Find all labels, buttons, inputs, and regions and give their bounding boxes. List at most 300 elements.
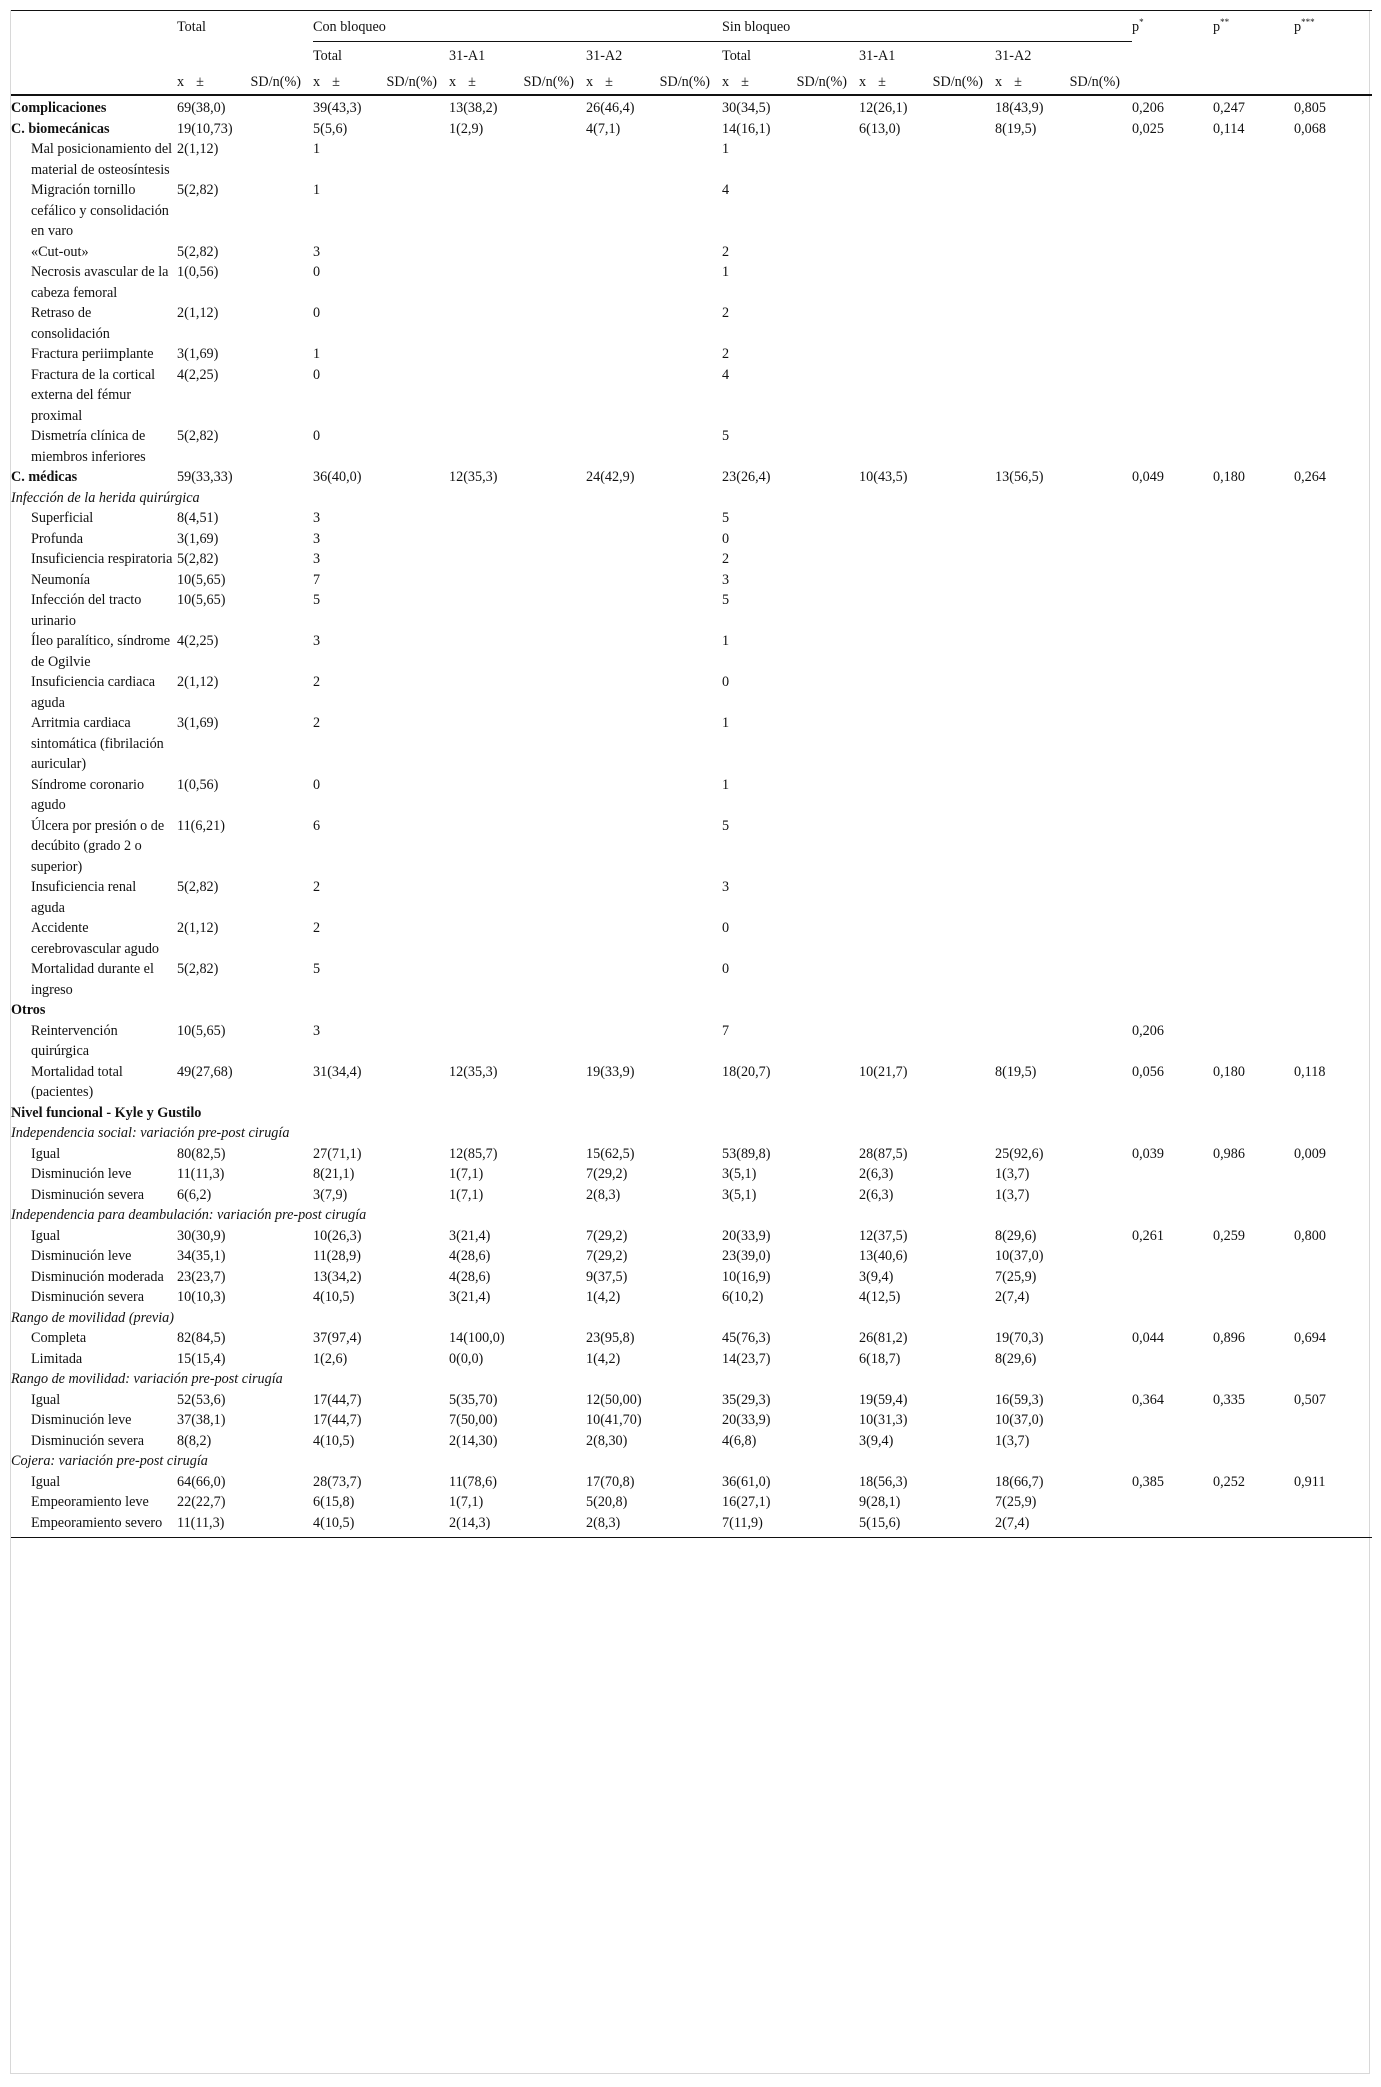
stat-sd: SD/n(%) xyxy=(523,74,574,90)
cell-con-a1 xyxy=(449,180,586,242)
cell-con-a2 xyxy=(586,918,722,959)
cell-p2 xyxy=(1213,1185,1294,1206)
cell-con-total: 2 xyxy=(313,674,321,690)
cell-p3 xyxy=(1294,1492,1372,1513)
stat-label-group xyxy=(177,72,309,93)
cell-con-a1: 3(21,4) xyxy=(449,1289,491,1305)
cell-con-total: 3 xyxy=(313,530,321,547)
cell-p2 xyxy=(1213,365,1294,427)
cell-p3: 0,694 xyxy=(1294,1330,1326,1346)
row-label: Rango de movilidad (previa) xyxy=(11,1309,174,1326)
header-total: Total xyxy=(177,11,313,42)
stat-x: x xyxy=(177,74,185,90)
row-label: Migración tornillo cefálico y consolidación en varo xyxy=(31,182,169,239)
cell-con-total: 5 xyxy=(313,961,321,977)
stat-pm: ± xyxy=(332,74,340,90)
row-label: Insuficiencia respiratoria xyxy=(31,551,173,567)
cell-p1: 0,049 xyxy=(1132,469,1164,485)
cell-sin-total: 4 xyxy=(722,182,730,198)
row-label: Cojera: variación pre-post cirugía xyxy=(11,1453,208,1469)
cell-sin-a1 xyxy=(859,1369,995,1390)
cell-p3: 0,507 xyxy=(1294,1391,1326,1408)
cell-p1: 0,206 xyxy=(1132,100,1164,116)
row-label: Disminución severa xyxy=(31,1289,145,1305)
cell-con-total: 2 xyxy=(313,879,321,895)
table-row xyxy=(11,816,1372,878)
cell-p2 xyxy=(1213,1308,1294,1329)
cell-p1 xyxy=(1132,1205,1213,1226)
table-row xyxy=(11,365,1372,427)
cell-sin-total: 5 xyxy=(722,510,730,526)
header-empty xyxy=(11,11,177,42)
table-header xyxy=(11,11,1372,96)
stat-label xyxy=(995,68,1132,95)
stat-label-group xyxy=(722,72,855,93)
cell-con-a2 xyxy=(586,139,722,180)
cell-total: 2(1,12) xyxy=(177,674,219,690)
table-row xyxy=(11,1185,1372,1206)
cell-sin-a2: 2(7,4) xyxy=(995,1289,1030,1305)
cell-sin-total: 2 xyxy=(722,551,730,567)
cell-p1 xyxy=(1132,1431,1213,1452)
row-label: Rango de movilidad: variación pre-post cirugía xyxy=(11,1371,283,1387)
cell-sin-a2: 25(92,6) xyxy=(995,1145,1044,1162)
cell-con-a1: 4(28,6) xyxy=(449,1248,491,1264)
cell-p2 xyxy=(1213,1205,1294,1226)
cell-p1 xyxy=(1132,1103,1213,1124)
stat-x: x xyxy=(586,74,594,90)
cell-total: 69(38,0) xyxy=(177,100,226,116)
cell-p1: 0,261 xyxy=(1132,1227,1164,1244)
cell-sin-a2 xyxy=(995,139,1132,180)
cell-p1: 0,206 xyxy=(1132,1022,1164,1039)
row-label: Complicaciones xyxy=(11,100,107,116)
cell-con-total: 5(5,6) xyxy=(313,120,348,137)
cell-sin-a1 xyxy=(859,365,995,427)
row-label: Infección de la herida quirúrgica xyxy=(11,489,200,506)
cell-total: 22(22,7) xyxy=(177,1494,226,1510)
cell-sin-total: 35(29,3) xyxy=(722,1391,771,1408)
cell-p1 xyxy=(1132,508,1213,529)
cell-p1 xyxy=(1132,816,1213,878)
cell-p2: 0,335 xyxy=(1213,1391,1245,1408)
cell-sin-total xyxy=(722,1205,859,1226)
cell-sin-total: 14(23,7) xyxy=(722,1350,771,1367)
cell-p2: 0,252 xyxy=(1213,1473,1245,1490)
cell-total: 5(2,82) xyxy=(177,961,219,977)
cell-sin-a2 xyxy=(995,631,1132,672)
header-empty xyxy=(177,42,313,69)
cell-p2 xyxy=(1213,1451,1294,1472)
cell-sin-a1 xyxy=(859,488,995,509)
cell-p3 xyxy=(1294,1123,1372,1144)
cell-p3 xyxy=(1294,775,1372,816)
cell-sin-total: 7 xyxy=(722,1022,730,1039)
cell-total xyxy=(177,1000,313,1021)
cell-sin-a1 xyxy=(859,242,995,263)
row-label: Síndrome coronario agudo xyxy=(31,776,145,813)
cell-sin-total: 6(10,2) xyxy=(722,1289,764,1305)
cell-p2 xyxy=(1213,631,1294,672)
table-row xyxy=(11,1226,1372,1247)
cell-sin-a1 xyxy=(859,426,995,467)
cell-p3 xyxy=(1294,180,1372,242)
cell-con-a2: 23(95,8) xyxy=(586,1330,635,1346)
cell-p3: 0,068 xyxy=(1294,120,1326,137)
cell-con-total: 17(44,7) xyxy=(313,1391,362,1408)
stat-label-group xyxy=(449,72,582,93)
cell-con-a2 xyxy=(586,590,722,631)
cell-sin-a2 xyxy=(995,303,1132,344)
cell-p2 xyxy=(1213,1021,1294,1062)
cell-p1 xyxy=(1132,1246,1213,1267)
cell-con-total: 37(97,4) xyxy=(313,1330,362,1346)
cell-con-total: 5 xyxy=(313,592,321,608)
cell-p3 xyxy=(1294,529,1372,550)
row-label: Independencia social: variación pre-post cirugía xyxy=(11,1125,290,1141)
cell-p2 xyxy=(1213,344,1294,365)
table-row xyxy=(11,1410,1372,1431)
cell-sin-a1 xyxy=(859,672,995,713)
cell-p1 xyxy=(1132,1308,1213,1329)
table-body xyxy=(11,95,1372,1538)
cell-sin-a2: 19(70,3) xyxy=(995,1330,1044,1346)
cell-total: 80(82,5) xyxy=(177,1145,226,1162)
row-label: Infección del tracto urinario xyxy=(31,592,142,629)
cell-con-a1: 13(38,2) xyxy=(449,100,498,116)
cell-sin-a1 xyxy=(859,1103,995,1124)
cell-p3 xyxy=(1294,1000,1372,1021)
cell-p1 xyxy=(1132,1164,1213,1185)
table-row xyxy=(11,1308,1372,1329)
table-row xyxy=(11,1062,1372,1103)
table-row xyxy=(11,119,1372,140)
table-row xyxy=(11,1492,1372,1513)
cell-con-total: 17(44,7) xyxy=(313,1412,362,1428)
cell-sin-a2 xyxy=(995,529,1132,550)
cell-con-a1 xyxy=(449,570,586,591)
cell-con-a2 xyxy=(586,570,722,591)
cell-sin-a2 xyxy=(995,344,1132,365)
cell-sin-total: 2 xyxy=(722,243,730,260)
cell-p2 xyxy=(1213,139,1294,180)
cell-sin-a2: 10(37,0) xyxy=(995,1248,1044,1264)
table-row xyxy=(11,1472,1372,1493)
cell-p1 xyxy=(1132,672,1213,713)
cell-con-a2: 5(20,8) xyxy=(586,1494,628,1510)
cell-total: 52(53,6) xyxy=(177,1391,226,1408)
cell-sin-a2 xyxy=(995,775,1132,816)
cell-sin-a1 xyxy=(859,590,995,631)
cell-sin-a2 xyxy=(995,549,1132,570)
table-row xyxy=(11,344,1372,365)
cell-p1 xyxy=(1132,918,1213,959)
table-row xyxy=(11,529,1372,550)
cell-sin-a1 xyxy=(859,1308,995,1329)
cell-p2 xyxy=(1213,1349,1294,1370)
cell-p3: 0,009 xyxy=(1294,1145,1326,1162)
cell-con-a1 xyxy=(449,672,586,713)
cell-sin-total: 4 xyxy=(722,366,730,383)
table-row xyxy=(11,1164,1372,1185)
table-row xyxy=(11,1513,1372,1538)
cell-sin-a1 xyxy=(859,1205,995,1226)
cell-sin-a2 xyxy=(995,365,1132,427)
cell-sin-a1: 4(12,5) xyxy=(859,1289,901,1305)
cell-sin-total xyxy=(722,1308,859,1329)
header-row-2 xyxy=(11,42,1372,69)
table-row xyxy=(11,631,1372,672)
row-label: Insuficiencia cardiaca aguda xyxy=(31,674,156,711)
cell-p2 xyxy=(1213,529,1294,550)
row-label: C. biomecánicas xyxy=(11,120,110,137)
cell-p3: 0,805 xyxy=(1294,100,1326,116)
cell-con-a2 xyxy=(586,959,722,1000)
cell-con-a2: 24(42,9) xyxy=(586,469,635,485)
table-row xyxy=(11,959,1372,1000)
cell-p3 xyxy=(1294,365,1372,427)
cell-con-a2 xyxy=(586,631,722,672)
cell-con-total xyxy=(313,1000,449,1021)
cell-p2 xyxy=(1213,488,1294,509)
cell-sin-a2: 8(29,6) xyxy=(995,1227,1037,1244)
cell-total: 11(11,3) xyxy=(177,1513,313,1538)
row-label: Igual xyxy=(31,1227,61,1244)
stat-pm: ± xyxy=(196,74,204,90)
cell-sin-a1 xyxy=(859,775,995,816)
cell-con-a1 xyxy=(449,775,586,816)
cell-p1 xyxy=(1132,242,1213,263)
cell-sin-total: 0 xyxy=(722,530,730,547)
cell-p1 xyxy=(1132,959,1213,1000)
table-row xyxy=(11,262,1372,303)
cell-sin-a1: 26(81,2) xyxy=(859,1330,908,1346)
cell-con-a1 xyxy=(449,959,586,1000)
cell-sin-a1: 3(9,4) xyxy=(859,1432,894,1449)
cell-sin-a2 xyxy=(995,1021,1132,1062)
cell-sin-a1: 6(18,7) xyxy=(859,1350,901,1367)
cell-sin-total: 2 xyxy=(722,346,730,362)
cell-p3 xyxy=(1294,570,1372,591)
header-p3-label: p xyxy=(1294,19,1302,35)
cell-con-a1: 1(7,1) xyxy=(449,1166,484,1182)
cell-total: 11(11,3) xyxy=(177,1166,225,1182)
results-table xyxy=(11,10,1372,1538)
cell-con-a2 xyxy=(586,549,722,570)
cell-sin-a2: 13(56,5) xyxy=(995,469,1044,485)
stat-label-group xyxy=(859,72,991,93)
row-label: Disminución leve xyxy=(31,1248,132,1264)
cell-total: 10(5,65) xyxy=(177,1022,226,1039)
table-row xyxy=(11,1144,1372,1165)
cell-p1 xyxy=(1132,1287,1213,1308)
cell-con-a1: 5(35,70) xyxy=(449,1391,498,1408)
cell-sin-total: 0 xyxy=(722,674,730,690)
cell-p3 xyxy=(1294,877,1372,918)
cell-total: 37(38,1) xyxy=(177,1412,226,1428)
cell-sin-a1: 18(56,3) xyxy=(859,1473,908,1490)
cell-sin-a2 xyxy=(995,180,1132,242)
cell-total: 30(30,9) xyxy=(177,1227,226,1244)
cell-sin-a2 xyxy=(995,242,1132,263)
cell-p2 xyxy=(1213,303,1294,344)
cell-sin-a2: 1(3,7) xyxy=(995,1432,1030,1449)
cell-p2 xyxy=(1213,1267,1294,1288)
row-label: Igual xyxy=(31,1145,61,1162)
cell-con-a1 xyxy=(449,590,586,631)
cell-p3 xyxy=(1294,672,1372,713)
cell-p2 xyxy=(1213,1431,1294,1452)
cell-p2: 0,180 xyxy=(1213,469,1245,485)
cell-total: 64(66,0) xyxy=(177,1473,226,1490)
stat-sd: SD/n(%) xyxy=(932,74,984,90)
stat-sd: SD/n(%) xyxy=(386,74,437,90)
stat-pm: ± xyxy=(878,74,886,90)
cell-con-a1: 2(14,30) xyxy=(449,1432,498,1449)
table-row xyxy=(11,1451,1372,1472)
cell-con-total: 36(40,0) xyxy=(313,469,362,485)
row-label: Empeoramiento leve xyxy=(31,1494,149,1510)
cell-con-a2 xyxy=(586,816,722,878)
cell-con-a1: 0(0,0) xyxy=(449,1350,484,1367)
row-label: Arritmia cardiaca sintomática (fibrilación auricular) xyxy=(31,715,164,772)
cell-sin-a2 xyxy=(995,1451,1132,1472)
cell-sin-total: 1 xyxy=(722,633,730,649)
cell-sin-total: 5 xyxy=(722,817,730,834)
cell-sin-a2 xyxy=(995,713,1132,775)
cell-con-total: 1 xyxy=(313,182,321,198)
row-label: Completa xyxy=(31,1330,87,1346)
cell-sin-total: 45(76,3) xyxy=(722,1330,771,1346)
cell-p1 xyxy=(1132,713,1213,775)
cell-total: 5(2,82) xyxy=(177,551,219,567)
stat-label xyxy=(859,68,995,95)
row-label: Fractura de la cortical externa del fémur proximal xyxy=(31,366,156,424)
cell-p1 xyxy=(1132,488,1213,509)
cell-sin-total: 4(6,8) xyxy=(722,1432,757,1449)
cell-p2 xyxy=(1213,1000,1294,1021)
cell-con-total: 6 xyxy=(313,817,321,834)
cell-p2 xyxy=(1213,426,1294,467)
cell-sin-total: 3(5,1) xyxy=(722,1186,757,1203)
cell-p3 xyxy=(1294,139,1372,180)
cell-total: 11(6,21) xyxy=(177,817,225,834)
cell-p2: 0,114 xyxy=(1213,120,1245,137)
row-label: Retraso de consolidación xyxy=(31,305,110,342)
cell-p1 xyxy=(1132,529,1213,550)
cell-p2 xyxy=(1213,1369,1294,1390)
stat-sd: SD/n(%) xyxy=(1069,74,1121,90)
row-label: Disminución leve xyxy=(31,1166,132,1182)
cell-con-total: 1 xyxy=(313,346,321,362)
cell-sin-a2 xyxy=(995,570,1132,591)
cell-p3 xyxy=(1294,1287,1372,1308)
cell-p3 xyxy=(1294,1349,1372,1370)
row-label: C. médicas xyxy=(11,469,78,485)
row-label: Igual xyxy=(31,1473,61,1490)
cell-con-a1: 12(35,3) xyxy=(449,469,498,485)
header-p1 xyxy=(1132,11,1213,42)
cell-con-a1 xyxy=(449,1000,586,1021)
cell-sin-a1 xyxy=(859,303,995,344)
cell-p1 xyxy=(1132,180,1213,242)
cell-con-a2 xyxy=(586,508,722,529)
cell-total: 5(2,82) xyxy=(177,879,219,895)
table-row xyxy=(11,570,1372,591)
cell-sin-total: 1 xyxy=(722,264,730,280)
table-row xyxy=(11,508,1372,529)
cell-sin-total: 10(16,9) xyxy=(722,1268,771,1285)
cell-sin-a1 xyxy=(859,918,995,959)
cell-sin-total xyxy=(722,1369,859,1390)
cell-p3 xyxy=(1294,1246,1372,1267)
cell-sin-a1: 3(9,4) xyxy=(859,1268,894,1285)
cell-sin-a2: 8(29,6) xyxy=(995,1350,1037,1367)
table-row xyxy=(11,1431,1372,1452)
cell-sin-a2 xyxy=(995,262,1132,303)
cell-con-a1: 3(21,4) xyxy=(449,1227,491,1244)
cell-con-a2 xyxy=(586,1308,722,1329)
header-empty xyxy=(11,42,177,69)
stat-pm: ± xyxy=(468,74,476,90)
row-label: Necrosis avascular de la cabeza femoral xyxy=(31,264,169,301)
row-label: Superficial xyxy=(31,510,94,526)
stat-label xyxy=(449,68,586,95)
row-label: Disminución severa xyxy=(31,1432,145,1449)
cell-con-total: 4(10,5) xyxy=(313,1513,449,1538)
header-sin-bloqueo: Sin bloqueo xyxy=(722,11,1132,42)
cell-sin-total: 1 xyxy=(722,141,730,157)
header-row-3 xyxy=(11,68,1372,95)
cell-con-a2: 2(8,3) xyxy=(586,1186,621,1203)
cell-p1 xyxy=(1132,590,1213,631)
table-row xyxy=(11,180,1372,242)
cell-total: 1(0,56) xyxy=(177,776,219,793)
cell-p3 xyxy=(1294,1410,1372,1431)
cell-con-a2: 7(29,2) xyxy=(586,1227,628,1244)
stat-sd: SD/n(%) xyxy=(796,74,848,90)
cell-sin-a1 xyxy=(859,508,995,529)
cell-p2 xyxy=(1213,672,1294,713)
cell-sin-a1 xyxy=(859,549,995,570)
cell-p1 xyxy=(1132,1000,1213,1021)
cell-con-total: 7 xyxy=(313,571,321,588)
cell-total: 4(2,25) xyxy=(177,633,219,649)
table-row xyxy=(11,95,1372,119)
cell-sin-a2 xyxy=(995,1308,1132,1329)
header-empty xyxy=(1213,68,1294,95)
cell-sin-total: 1 xyxy=(722,776,730,793)
stat-x: x xyxy=(995,74,1003,90)
row-label: Mal posicionamiento del material de osteosíntesis xyxy=(31,141,173,178)
cell-con-a2: 15(62,5) xyxy=(586,1145,635,1162)
cell-p1 xyxy=(1132,365,1213,427)
cell-p3: 0,264 xyxy=(1294,469,1326,485)
cell-con-a2: 12(50,00) xyxy=(586,1391,642,1408)
header-p1-sup: * xyxy=(1139,17,1144,27)
cell-p3 xyxy=(1294,590,1372,631)
cell-p1: 0,044 xyxy=(1132,1330,1164,1346)
cell-p2 xyxy=(1213,180,1294,242)
cell-con-a2 xyxy=(586,426,722,467)
cell-sin-a2 xyxy=(995,918,1132,959)
cell-p2: 0,180 xyxy=(1213,1063,1245,1080)
cell-p2 xyxy=(1213,570,1294,591)
cell-con-total: 0 xyxy=(313,264,321,280)
row-label: Reintervención quirúrgica xyxy=(31,1022,118,1059)
cell-total: 19(10,73) xyxy=(177,120,233,137)
table-row xyxy=(11,1349,1372,1370)
